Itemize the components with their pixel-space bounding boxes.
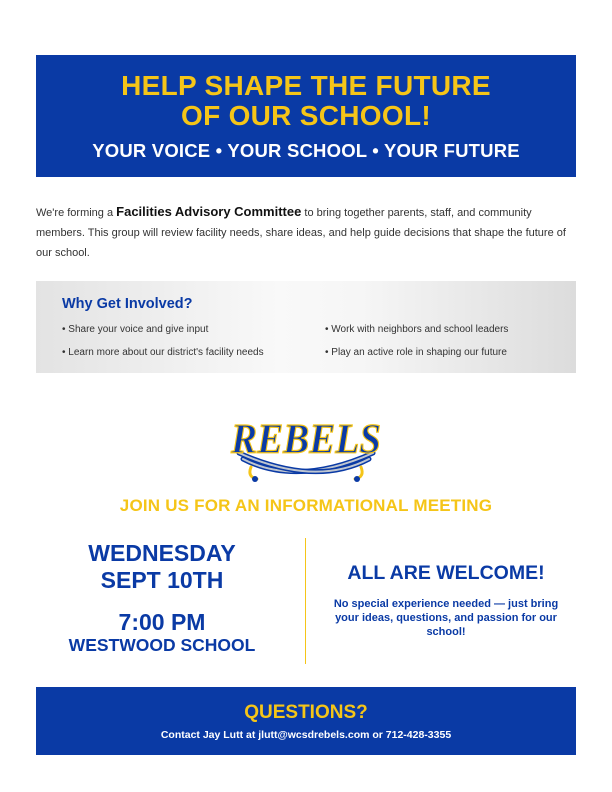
- meeting-location: WESTWOOD SCHOOL: [68, 635, 256, 655]
- intro-paragraph: [36, 202, 581, 263]
- rebels-logo: [227, 407, 385, 487]
- rebels-wordmark: REBELS: [230, 417, 381, 463]
- intro-text-end: to bring together parents, staff, and community members. This group will review facility needs, share ideas, and help guide decisions that shape the future of our school.: [36, 207, 566, 259]
- bullet-active-role: • Play an active role in shaping our future: [325, 347, 507, 358]
- questions-banner: [36, 687, 576, 755]
- intro-text-start: We're forming a: [36, 207, 117, 219]
- meeting-heading: JOIN US FOR AN INFORMATIONAL MEETING: [119, 496, 493, 515]
- contact-info: Contact Jay Lutt at jlutt@wcsdrebels.com or 712-428-3355: [160, 729, 452, 741]
- bullet-learn-more: • Learn more about our district's facility needs: [62, 347, 264, 358]
- header-banner: [36, 55, 576, 177]
- welcome-title: ALL ARE WELCOME!: [347, 562, 545, 584]
- meeting-date: SEPT 10TH: [100, 567, 224, 593]
- tagline: YOUR VOICE • YOUR SCHOOL • YOUR FUTURE: [92, 140, 520, 161]
- headline-line-2: OF OUR SCHOOL!: [181, 100, 431, 131]
- meeting-details: [36, 540, 288, 655]
- committee-name: Facilities Advisory Committee: [116, 204, 302, 219]
- questions-title: QUESTIONS?: [244, 702, 368, 723]
- why-title: Why Get Involved?: [62, 296, 193, 312]
- meeting-day: WEDNESDAY: [88, 540, 236, 566]
- welcome-section: [322, 562, 570, 639]
- why-get-involved-box: [36, 281, 576, 373]
- vertical-divider: [305, 538, 306, 664]
- rebels-logo-graphic: [227, 407, 385, 487]
- bullet-share-voice: • Share your voice and give input: [62, 324, 209, 335]
- meeting-time: 7:00 PM: [118, 609, 206, 635]
- headline-line-1: HELP SHAPE THE FUTURE: [121, 70, 491, 101]
- bullet-work-with-neighbors: • Work with neighbors and school leaders: [325, 324, 509, 335]
- welcome-note: No special experience needed — just bring your ideas, questions, and passion for our school!: [333, 598, 559, 638]
